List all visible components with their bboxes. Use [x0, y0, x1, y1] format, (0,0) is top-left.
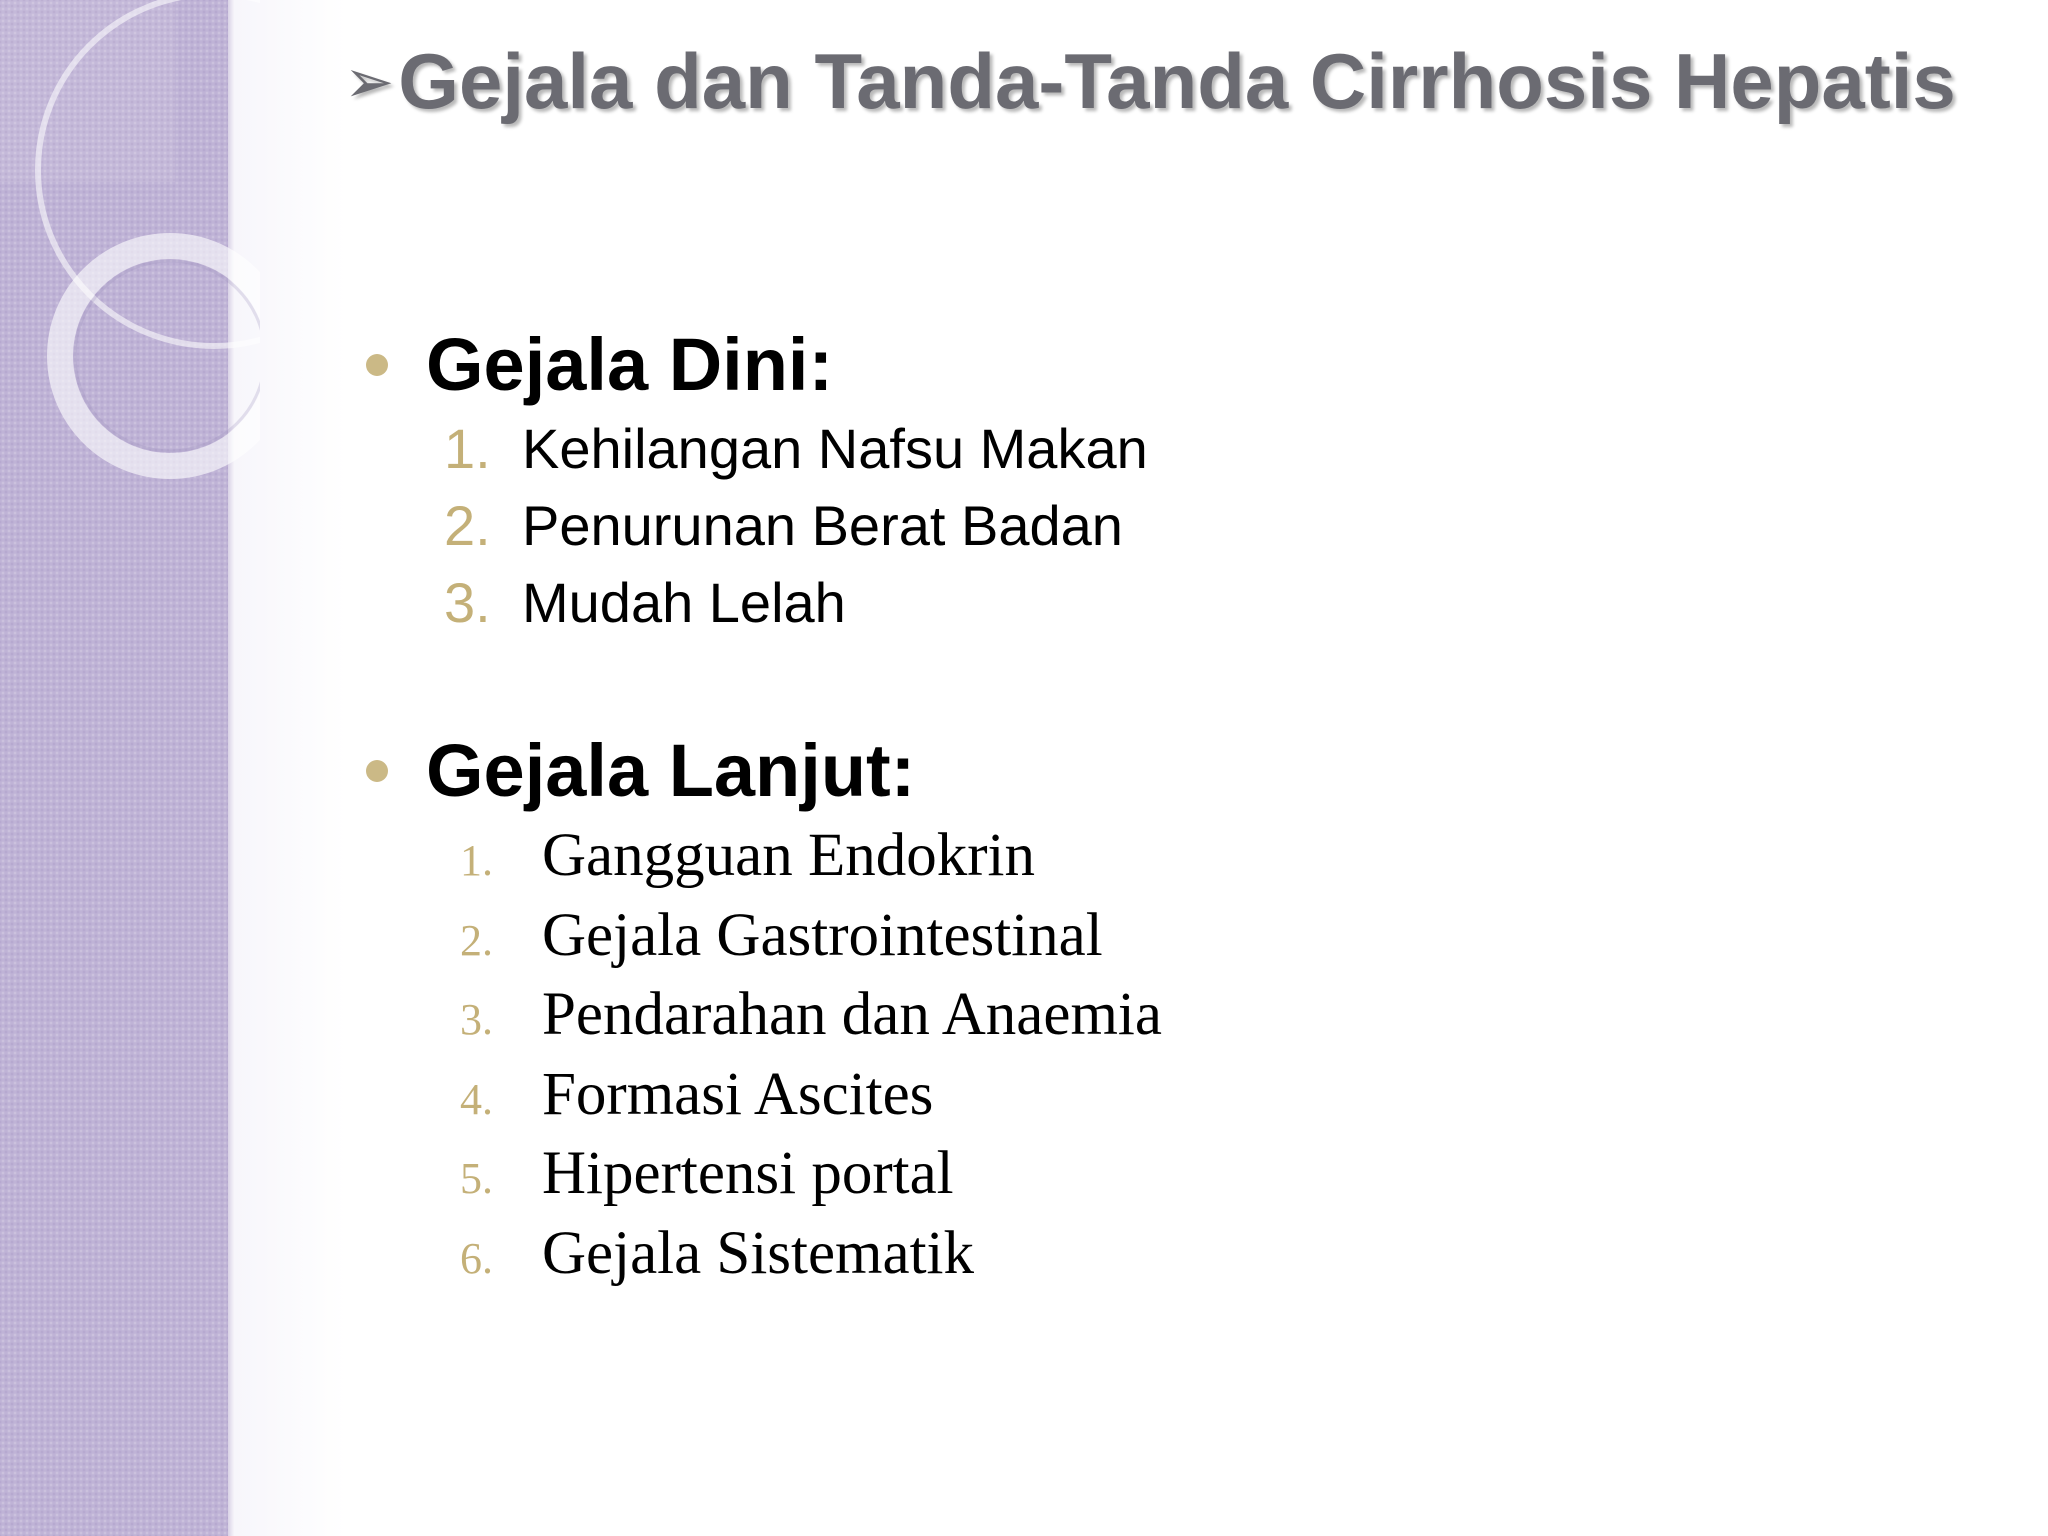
round-bullet-icon — [366, 760, 388, 782]
item-text: Mudah Lelah — [522, 571, 846, 634]
list-item — [360, 487, 1860, 564]
item-number: 3. — [460, 995, 493, 1044]
slide-title — [344, 32, 1964, 137]
list-item — [360, 1055, 1860, 1135]
section-heading — [360, 320, 1860, 410]
item-number: 6. — [460, 1233, 493, 1283]
list-item — [360, 975, 1860, 1055]
item-number: 4. — [460, 1074, 493, 1124]
item-number: 2. — [460, 915, 493, 965]
small-ring-inner — [75, 261, 260, 451]
round-bullet-icon — [366, 354, 388, 376]
item-text: Hipertensi portal — [542, 1140, 954, 1207]
section-advanced-symptoms — [360, 726, 1860, 1293]
slide-title-text: Gejala dan Tanda-Tanda Cirrhosis Hepatis — [398, 37, 1956, 125]
item-text: Gejala Sistematik — [542, 1219, 974, 1287]
arrow-bullet-icon: ➢ — [344, 47, 395, 117]
advanced-symptom-list — [360, 816, 1860, 1293]
item-text: Pendarahan dan Anaemia — [542, 981, 1162, 1048]
list-item — [360, 816, 1860, 896]
list-item — [360, 1214, 1860, 1294]
section-heading-text: Gejala Lanjut: — [426, 729, 916, 812]
item-text: Formasi Ascites — [542, 1060, 934, 1128]
section-heading-text: Gejala Dini: — [426, 323, 834, 406]
list-item — [360, 896, 1860, 976]
small-ring — [60, 246, 260, 466]
item-number: 5. — [460, 1154, 493, 1203]
list-item — [360, 564, 1860, 641]
item-number: 2. — [444, 494, 491, 557]
item-text: Kehilangan Nafsu Makan — [522, 417, 1148, 480]
ring-backdrop — [0, 0, 175, 182]
item-text: Gejala Gastrointestinal — [542, 901, 1103, 969]
item-number: 3. — [444, 571, 491, 634]
early-symptom-list — [360, 410, 1860, 641]
section-early-symptoms — [360, 320, 1860, 641]
decorative-rings-icon — [0, 0, 260, 520]
list-item — [360, 1134, 1860, 1214]
item-text: Penurunan Berat Badan — [522, 494, 1123, 557]
item-number: 1. — [444, 417, 491, 480]
item-number: 1. — [460, 836, 493, 885]
item-text: Gangguan Endokrin — [542, 822, 1035, 889]
section-heading — [360, 726, 1860, 816]
list-item — [360, 410, 1860, 487]
